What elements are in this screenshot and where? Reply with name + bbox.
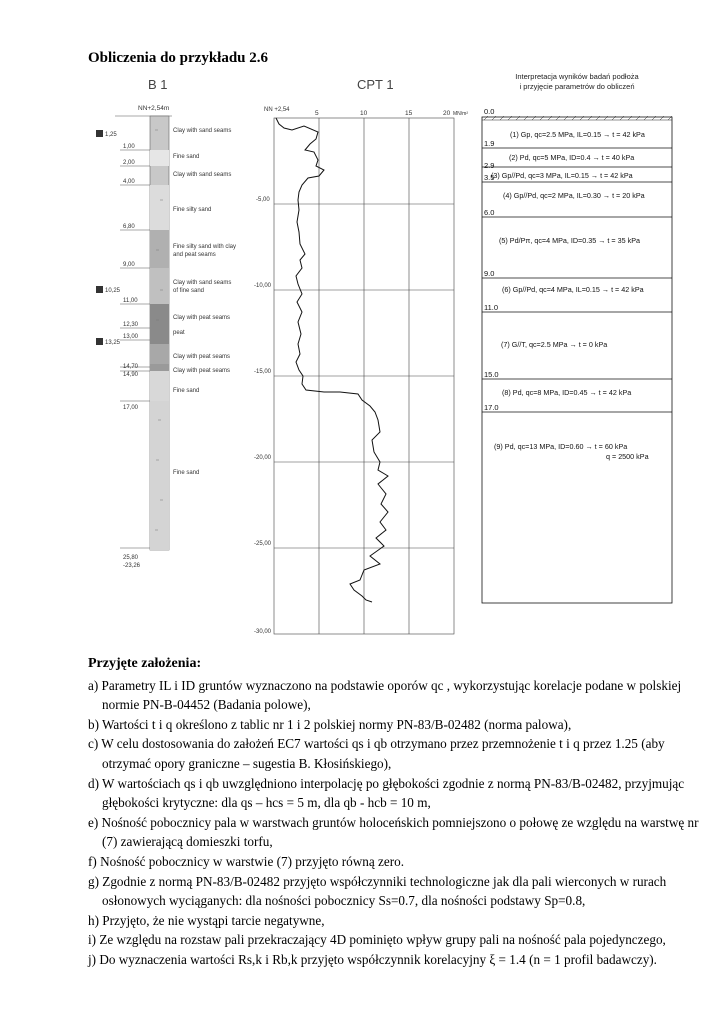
interpretation-layer: (4) Gp//Pd, qc=2 MPa, IL=0.30 → t = 20 kPa [503, 191, 645, 200]
assumption-item: b) Wartości t i q określono z tablic nr 1 i 2 polskiej normy PN-83/B-02482 (norma palowa), [88, 716, 572, 732]
borehole-depth-label: 13,00 [123, 334, 139, 340]
soil-layer-label: Fine silty sand with clay [173, 244, 237, 250]
water-level-marker [96, 286, 103, 293]
cpt-top-level: NN +2,54 [264, 107, 290, 113]
interpretation-layer: (1) Gp, qc=2.5 MPa, IL=0.15 → t = 42 kPa [510, 130, 645, 139]
interpretation-depth: 1.9 [484, 139, 495, 148]
interpretation-layer: q = 2500 kPa [606, 452, 649, 461]
interpretation-depth: 0.0 [484, 107, 495, 116]
cpt-depth-tick: -15,00 [254, 369, 272, 375]
cpt-depth-tick: -10,00 [254, 283, 272, 289]
borehole-depth-label: 9,00 [123, 262, 135, 268]
assumption-item: j) Do wyznaczenia wartości Rs,k i Rb,k przyjęto współczynnik korelacyjny ξ = 1.4 (n = 1 profil badawczy). [88, 951, 657, 967]
interpretation-column [482, 117, 672, 603]
cpt-name: CPT 1 [357, 77, 394, 92]
interpretation-header: i przyjęcie parametrów do obliczeń [519, 82, 635, 91]
soil-layer-label: peat [173, 330, 185, 336]
borehole-depth-label: 1,00 [123, 144, 135, 150]
interpretation-layer: (3) Gp//Pd, qc=3 MPa, IL=0.15 → t = 42 kPa [491, 171, 633, 180]
interpretation-header: Interpretacja wyników badań podłoża [515, 72, 639, 81]
cpt-qc-trace [276, 118, 388, 602]
soil-layer-label: Fine sand [173, 470, 200, 476]
soil-layer-label: Clay with sand seams [173, 172, 232, 178]
soil-layer-label: Clay with peat seams [173, 368, 231, 374]
soil-layer-label: of fine sand [173, 288, 205, 294]
cpt-x-tick: 5 [315, 110, 319, 117]
borehole-depth-label: 2,00 [123, 160, 135, 166]
soil-layer-label: Fine silty sand [173, 207, 212, 213]
borehole-depth-label: 12,30 [123, 322, 139, 328]
interpretation-layer: (8) Pd, qc=8 MPa, ID=0.45 → t = 42 kPa [502, 388, 632, 397]
water-level-label: 1,25 [105, 132, 117, 138]
assumption-item: i) Ze względu na rozstaw pali przekraczający 4D pominięto wpływ grupy pali na nośność pala pojedynczego, [88, 932, 666, 948]
assumption-item: c) W celu dostosowania do założeń EC7 wartości qs i qb otrzymano przez przemnożenie t i q przez 1.25 (aby otrzymać opory graniczne – sugestia B. Kłosińskiego), [88, 736, 665, 771]
interpretation-depth: 3.5 [484, 173, 495, 182]
cpt-x-tick: 20 [443, 110, 451, 117]
assumption-item: d) W wartościach qs i qb uwzględniono interpolację po głębokości zgodnie z normą PN-83/B-02482, przyjmując głębokości krytyczne: dla qs – hcs = 5 m, dla qb - hcb = 10 m, [88, 775, 685, 811]
assumption-item: e) Nośność pobocznicy pala w warstwach gruntów holoceńskich pomniejszono o połowę ze względu na warstwę nr (7) zawierającą domieszki torfu, [88, 814, 699, 850]
interpretation-depth: 6.0 [484, 208, 495, 217]
assumptions-heading: Przyjęte założenia: [88, 656, 202, 671]
soil-layer-label: Fine sand [173, 388, 200, 394]
water-level-label: 10,25 [105, 288, 121, 294]
borehole-depth-label: 14,90 [123, 372, 139, 378]
water-level-marker [96, 338, 103, 345]
borehole-depth-label: 17,00 [123, 405, 139, 411]
borehole-depth-label: 11,00 [123, 298, 138, 304]
borehole-depth-label: 14,70 [123, 364, 139, 370]
soil-layer-label: Fine sand [173, 154, 200, 160]
borehole-name: B 1 [148, 77, 168, 92]
interpretation-depth: 9.0 [484, 269, 495, 278]
interpretation-layer: (9) Pd, qc=13 MPa, ID=0.60 → t = 60 kPa [494, 442, 628, 451]
cpt-grid [274, 118, 454, 634]
borehole-depth-label: -23,26 [123, 563, 141, 569]
cpt-x-tick: 10 [360, 110, 368, 117]
assumption-item: g) Zgodnie z normą PN-83/B-02482 przyjęto współczynniki technologiczne jak dla pali wierconych w rurach osłonowych wyciąganych: dla nośności pobocznicy Ss=0.7, dla nośności podstawy Sp=0.8, [88, 873, 667, 909]
interpretation-depth: 17.0 [484, 403, 499, 412]
interpretation-layer: (7) G//T, qc=2.5 MPa → t = 0 kPa [501, 340, 608, 349]
interpretation-depth: 2.9 [484, 161, 495, 170]
soil-layer-label: Clay with sand seams [173, 128, 232, 134]
borehole-depth-label: 25,80 [123, 555, 139, 561]
cpt-depth-tick: -25,00 [254, 541, 272, 547]
soil-layer-label: Clay with peat seams [173, 354, 231, 360]
interpretation-layer: (2) Pd, qc=5 MPa, ID=0.4 → t = 40 kPa [509, 153, 635, 162]
assumptions-section [88, 654, 700, 970]
interpretation-layer: (6) Gp//Pd, qc=4 MPa, IL=0.15 → t = 42 kPa [502, 285, 644, 294]
assumption-item: h) Przyjęto, że nie wystąpi tarcie negatywne, [88, 912, 325, 928]
interpretation-layer: (5) Pd/Pπ, qc=4 MPa, ID=0.35 → t = 35 kPa [499, 236, 640, 245]
cpt-depth-tick: -30,00 [254, 629, 272, 635]
borehole-depth-label: 6,80 [123, 224, 135, 230]
cpt-x-unit: MN/m² [453, 111, 468, 117]
water-level-marker [96, 130, 103, 137]
borehole-depth-label: 4,00 [123, 179, 135, 185]
page-title: Obliczenia do przykładu 2.6 [88, 50, 269, 66]
soil-layer-label: Clay with sand seams [173, 280, 232, 286]
assumption-item: a) Parametry IL i ID gruntów wyznaczono na podstawie oporów qc , wykorzystując korelacje podane w polskiej normie PN-B-04452 (Badania polowe), [88, 677, 682, 713]
interpretation-depth: 11.0 [484, 303, 499, 312]
cpt-x-tick: 15 [405, 110, 413, 117]
interpretation-depth: 15.0 [484, 370, 499, 379]
borehole-top-level: NN+2,54m [138, 105, 170, 112]
cpt-depth-tick: -5,00 [256, 197, 270, 203]
soil-layer-label: and peat seams [173, 252, 216, 258]
assumption-item: f) Nośność pobocznicy w warstwie (7) przyjęto równą zero. [88, 853, 405, 869]
soil-layer-label: Clay with peat seams [173, 315, 231, 321]
water-level-label: 13,25 [105, 340, 121, 346]
cpt-depth-tick: -20,00 [254, 455, 272, 461]
